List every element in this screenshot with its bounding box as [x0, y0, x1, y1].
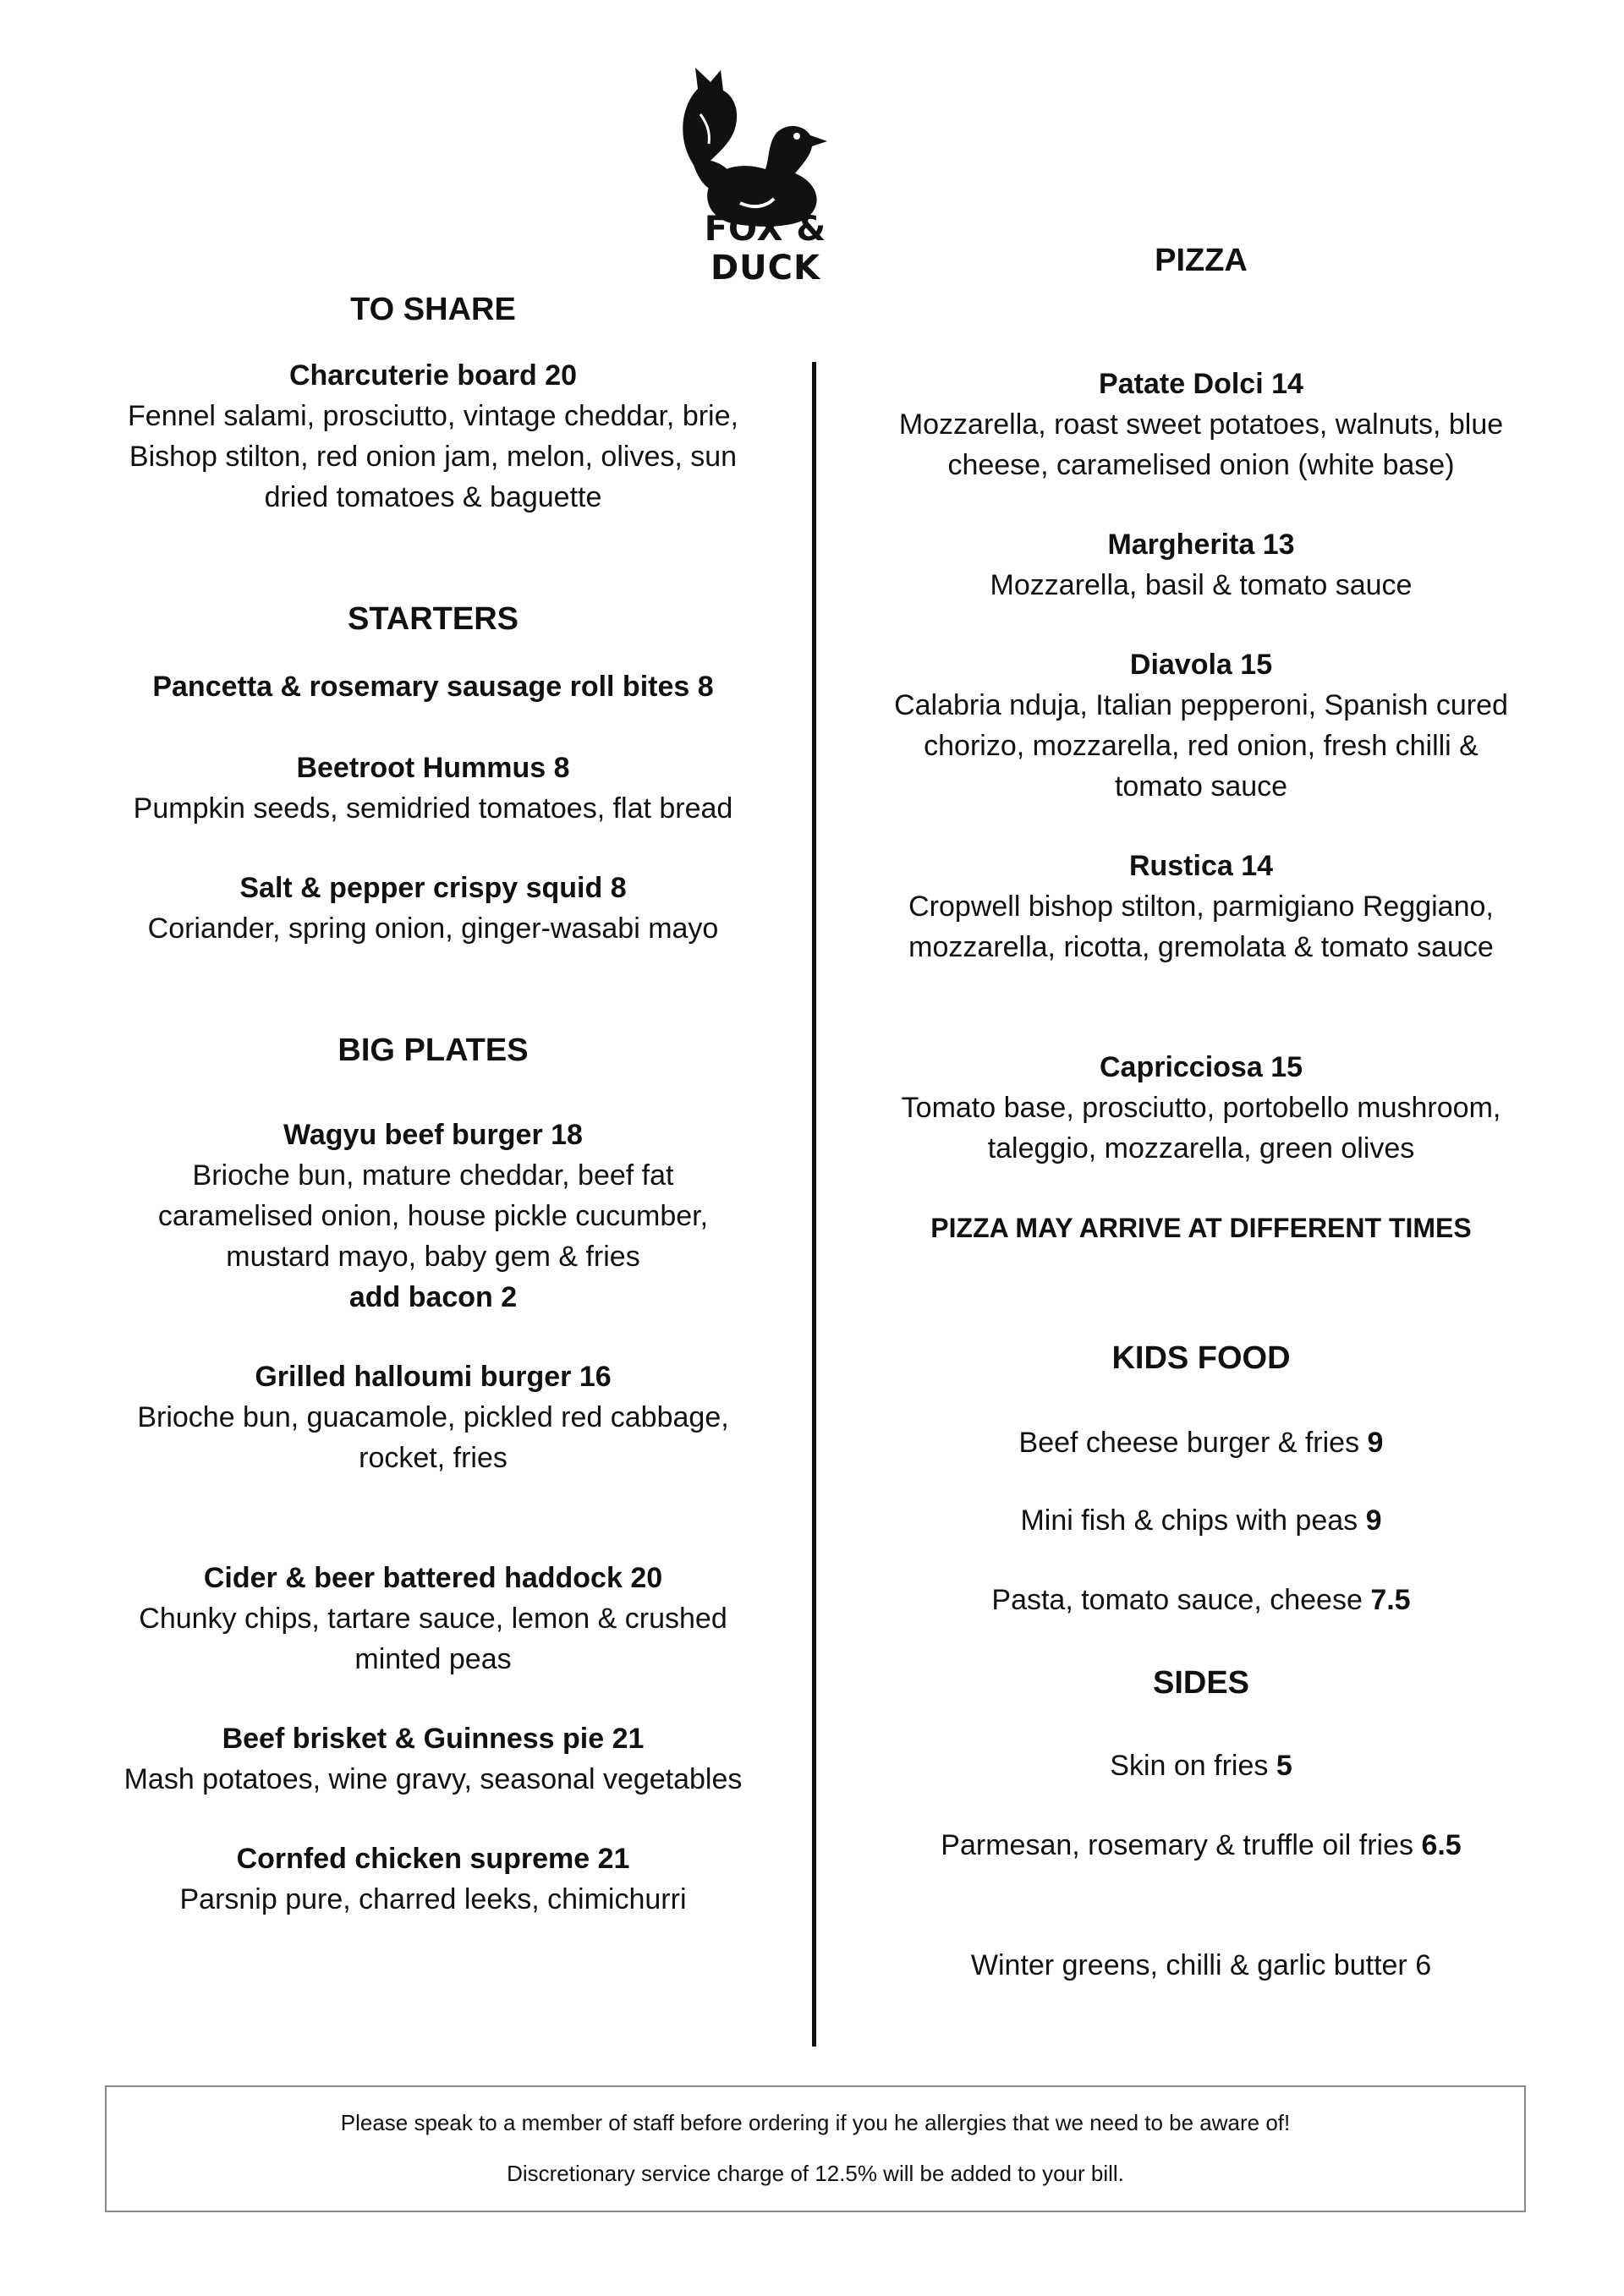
menu-item	[863, 1580, 1539, 1620]
item-desc-line: chorizo, mozzarella, red onion, fresh chilli &	[924, 730, 1479, 762]
item-desc-line: Mash potatoes, wine gravy, seasonal vegetables	[123, 1763, 743, 1795]
item-label: Beef cheese burger & fries	[1018, 1427, 1360, 1459]
item-name: Patate Dolci 14	[1099, 368, 1303, 400]
section-heading-starters: STARTERS	[348, 601, 518, 637]
menu-item	[95, 1718, 771, 1800]
menu-item	[863, 1047, 1539, 1169]
menu-item	[95, 1356, 771, 1478]
footer-notice-box	[105, 2085, 1526, 2212]
item-desc-line: dried tomatoes & baguette	[264, 481, 602, 513]
item-desc-line: tomato sauce	[1114, 770, 1288, 803]
item-desc-line: caramelised onion, house pickle cucumber,	[157, 1200, 709, 1232]
brand-logo-text: FOX & DUCK	[704, 210, 827, 288]
item-desc-line: Chunky chips, tartare sauce, lemon & crushed	[139, 1603, 727, 1635]
item-desc-line: Mozzarella, roast sweet potatoes, walnuts, blue	[898, 408, 1504, 441]
item-label: Parmesan, rosemary & truffle oil fries	[941, 1829, 1413, 1861]
item-extra: add bacon 2	[348, 1281, 518, 1313]
item-desc-line: Brioche bun, mature cheddar, beef fat	[192, 1159, 674, 1192]
menu-item	[863, 1745, 1539, 1786]
menu-item	[95, 1115, 771, 1318]
menu-item	[95, 748, 771, 829]
item-desc-line: Brioche bun, guacamole, pickled red cabbage,	[137, 1401, 729, 1433]
menu-item	[863, 644, 1539, 807]
item-name: Grilled halloumi burger 16	[255, 1361, 612, 1393]
item-label: Winter greens, chilli & garlic butter 6	[970, 1949, 1432, 1981]
section-heading-big-plates: BIG PLATES	[337, 1033, 529, 1068]
item-desc-line: Bishop stilton, red onion jam, melon, olives, sun	[129, 441, 738, 473]
section-heading-sides: SIDES	[1152, 1665, 1250, 1701]
item-desc-line: rocket, fries	[359, 1442, 508, 1474]
item-name: Pancetta & rosemary sausage roll bites 8	[152, 671, 714, 703]
item-name: Rustica 14	[1128, 850, 1274, 882]
item-desc-line: Tomato base, prosciutto, portobello mushroom,	[901, 1092, 1501, 1124]
item-name: Salt & pepper crispy squid 8	[239, 872, 627, 904]
menu-item	[863, 524, 1539, 606]
item-desc-line: Calabria nduja, Italian pepperoni, Spanish cured	[894, 689, 1508, 721]
item-desc-line: Parsnip pure, charred leeks, chimichurri	[179, 1883, 687, 1915]
menu-item	[863, 1825, 1539, 1866]
menu-item	[95, 1558, 771, 1680]
item-price: 9	[1365, 1504, 1382, 1537]
item-price: 5	[1276, 1750, 1292, 1782]
service-charge-notice: Discretionary service charge of 12.5% will be added to your bill.	[507, 2161, 1124, 2186]
menu-item	[95, 1838, 771, 1920]
allergy-notice: Please speak to a member of staff before ordering if you he allergies that we need to be aware of!	[340, 2110, 1291, 2135]
item-name: Beef brisket & Guinness pie 21	[222, 1723, 645, 1755]
item-desc-line: Fennel salami, prosciutto, vintage cheddar, brie,	[128, 400, 738, 432]
item-desc-line: mustard mayo, baby gem & fries	[226, 1241, 640, 1273]
menu-item	[863, 1945, 1539, 1986]
item-name: Beetroot Hummus 8	[296, 752, 570, 784]
menu-item	[863, 846, 1539, 967]
item-name: Capricciosa 15	[1099, 1051, 1303, 1083]
item-name: Charcuterie board 20	[288, 359, 578, 392]
item-name: Diavola 15	[1129, 649, 1273, 681]
menu-item	[95, 355, 771, 518]
item-label: Skin on fries	[1110, 1750, 1269, 1782]
section-heading-to-share: TO SHARE	[350, 292, 516, 327]
menu-item	[863, 364, 1539, 485]
item-desc-line: mozzarella, ricotta, gremolata & tomato sauce	[908, 931, 1494, 963]
menu-item	[863, 1422, 1539, 1463]
menu-item	[863, 1500, 1539, 1541]
column-divider	[812, 362, 816, 2047]
item-name: Wagyu beef burger 18	[283, 1119, 583, 1151]
item-label: Mini fish & chips with peas	[1020, 1504, 1358, 1537]
item-name: Cornfed chicken supreme 21	[236, 1843, 630, 1875]
item-label: Pasta, tomato sauce, cheese	[991, 1584, 1363, 1616]
item-name: Cider & beer battered haddock 20	[203, 1562, 663, 1594]
item-price: 6.5	[1421, 1829, 1462, 1861]
item-price: 9	[1367, 1427, 1384, 1459]
item-desc-line: Cropwell bishop stilton, parmigiano Reggiano,	[908, 890, 1494, 923]
menu-item	[95, 666, 771, 707]
pizza-timing-notice: PIZZA MAY ARRIVE AT DIFFERENT TIMES	[930, 1213, 1472, 1243]
item-name: Margherita 13	[1107, 529, 1295, 561]
section-heading-kids-food: KIDS FOOD	[1111, 1340, 1291, 1376]
item-price: 7.5	[1370, 1584, 1411, 1616]
section-heading-pizza: PIZZA	[1155, 243, 1248, 278]
item-desc-line: taleggio, mozzarella, green olives	[987, 1132, 1415, 1164]
item-desc-line: Pumpkin seeds, semidried tomatoes, flat bread	[133, 792, 733, 825]
menu-item	[95, 868, 771, 949]
item-desc-line: minted peas	[354, 1643, 512, 1675]
item-desc-line: Mozzarella, basil & tomato sauce	[990, 569, 1413, 601]
item-desc-line: Coriander, spring onion, ginger-wasabi mayo	[147, 912, 719, 945]
item-desc-line: cheese, caramelised onion (white base)	[947, 449, 1455, 481]
